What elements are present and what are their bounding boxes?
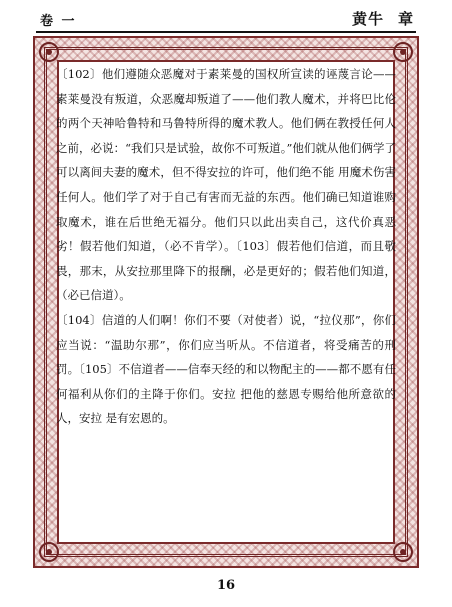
header-rule (36, 31, 416, 33)
page-number: 16 (216, 578, 236, 593)
running-header-left: 卷 一 (40, 14, 77, 29)
running-header-right (352, 8, 414, 29)
body-text (56, 62, 396, 431)
header-chapter: 章 (397, 10, 414, 28)
header-title: 黄牛 (351, 10, 384, 28)
paragraph: 〔102〕他们遵随众恶魔对于素莱曼的国权所宣读的诬蔑言论——素莱曼没有叛道，众恶魔却叛道了——他们教人魔术，并将巴比伦的两个天神哈鲁特和马鲁特所得的魔术教人。他们俩在教授任何人之前，必说：“我们只是试验，故你不可叛道。”他们就从他们俩学了可以离间夫妻的魔术，但不得安拉的许可，他们绝不能 用魔术伤害任何人。他们学了对于自己有害而无益的东西。他们确已知道谁购取魔术，谁在后世绝无福分。他们只以此出卖自己，这代价真恶劣！假若他们知道，（必不肯学）。〔103〕假若他们信道，而且敬畏，那末，从安拉那里降下的报酬，必是更好的；假若他们知道，（必已信道）。 (56, 67, 396, 303)
paragraph: 〔104〕信道的人们啊！你们不要（对使者）说，“拉仪那”，你们应当说：“温助尔那”，你们应当听从。不信道者，将受痛苦的刑罚。〔105〕不信道者——信奉天经的和以物配主的——都不愿有任何福利从你们的主降于你们。安拉 把他的慈恩专赐给他所意欲的人，安拉 是有宏恩的。 (56, 312, 396, 426)
